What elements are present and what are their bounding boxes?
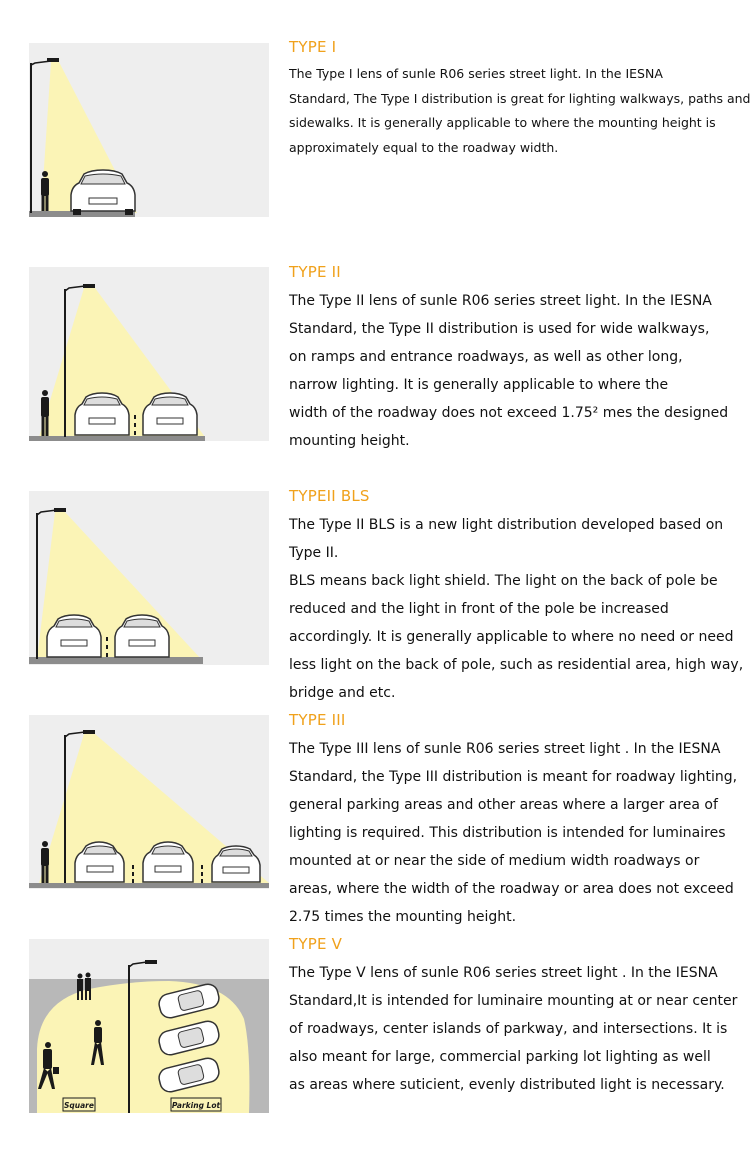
lane-divider <box>132 865 134 883</box>
description-line: Standard, the Type III distribution is meant for roadway lighting, <box>289 769 738 785</box>
description-line: areas, where the width of the roadway or area does not exceed <box>289 881 734 897</box>
description-line: Standard, The Type I distribution is great for lighting walkways, paths and <box>289 90 750 106</box>
type-i-diagram <box>29 43 269 217</box>
luminaire <box>54 508 66 512</box>
section-description <box>289 735 739 931</box>
lane-divider <box>201 865 203 883</box>
section-title: TYPE V <box>289 935 343 953</box>
pole <box>64 735 66 883</box>
section-title: TYPEII BLS <box>289 487 370 505</box>
pole <box>36 513 38 659</box>
description-line: reduced and the light in front of the pole be increased <box>289 601 669 617</box>
square-label: Square <box>64 1101 94 1110</box>
description-line: The Type III lens of sunle R06 series street light . In the IESNA <box>289 741 721 757</box>
section-description <box>289 287 739 455</box>
description-line: also meant for large, commercial parking lot lighting as well <box>289 1049 711 1065</box>
description-line: The Type V lens of sunle R06 series street light . In the IESNA <box>289 965 718 981</box>
section-title: TYPE II <box>289 263 341 281</box>
luminaire <box>83 284 95 288</box>
luminaire <box>145 960 157 964</box>
description-line: BLS means back light shield. The light on the back of pole be <box>289 573 718 589</box>
type-iii-diagram <box>29 715 269 889</box>
luminaire <box>83 730 95 734</box>
description-line: Standard, the Type II distribution is used for wide walkways, <box>289 321 710 337</box>
type-i-illustration <box>29 43 269 217</box>
section-description <box>289 959 739 1099</box>
description-line: Standard,It is intended for luminaire mounting at or near center <box>289 993 738 1009</box>
description-line: narrow lighting. It is generally applicable to where the <box>289 377 669 393</box>
type-ii-diagram <box>29 267 269 441</box>
description-line: The Type II BLS is a new light distribution developed based on <box>289 517 724 533</box>
parking-lot-label: Parking Lot <box>171 1101 221 1110</box>
luminaire <box>47 58 59 62</box>
description-line: 2.75 times the mounting height. <box>289 909 517 925</box>
type-ii-bls-diagram <box>29 491 269 665</box>
ground <box>29 657 203 664</box>
lane-divider <box>106 637 108 657</box>
type-ii-illustration <box>29 267 269 441</box>
description-line: on ramps and entrance roadways, as well as other long, <box>289 349 683 365</box>
type-v-illustration <box>29 939 269 1113</box>
section-description <box>289 62 750 160</box>
section-description <box>289 511 744 707</box>
ground <box>29 883 269 888</box>
description-line: of roadways, center islands of parkway, and intersections. It is <box>289 1021 728 1037</box>
pole <box>30 63 32 213</box>
description-line: mounting height. <box>289 433 410 449</box>
description-line: mounted at or near the side of medium width roadways or <box>289 853 700 869</box>
ground <box>29 211 135 217</box>
section-title: TYPE III <box>289 711 346 729</box>
description-line: The Type I lens of sunle R06 series street light. In the IESNA <box>289 66 663 81</box>
description-line: sidewalks. It is generally applicable to where the mounting height is <box>289 115 716 130</box>
description-line: accordingly. It is generally applicable to where no need or need <box>289 629 734 645</box>
description-line: lighting is required. This distribution is intended for luminaires <box>289 825 726 841</box>
description-line: as areas where suticient, evenly distributed light is necessary. <box>289 1077 725 1093</box>
type-v-diagram <box>29 939 269 1113</box>
description-line: less light on the back of pole, such as residential area, high way, <box>289 657 744 673</box>
description-line: approximately equal to the roadway width. <box>289 139 559 155</box>
pole <box>128 965 130 1113</box>
description-line: The Type II lens of sunle R06 series street light. In the IESNA <box>289 293 712 309</box>
ground <box>29 436 205 441</box>
description-line: bridge and etc. <box>289 685 396 701</box>
lane-divider <box>134 415 136 435</box>
description-line: general parking areas and other areas where a larger area of <box>289 797 718 813</box>
type-iii-illustration <box>29 715 269 889</box>
section-title: TYPE I <box>289 38 337 56</box>
description-line: Type II. <box>289 545 339 561</box>
description-line: width of the roadway does not exceed 1.75² mes the designed <box>289 405 729 421</box>
pole <box>64 289 66 437</box>
type-ii-bls-illustration <box>29 491 269 665</box>
